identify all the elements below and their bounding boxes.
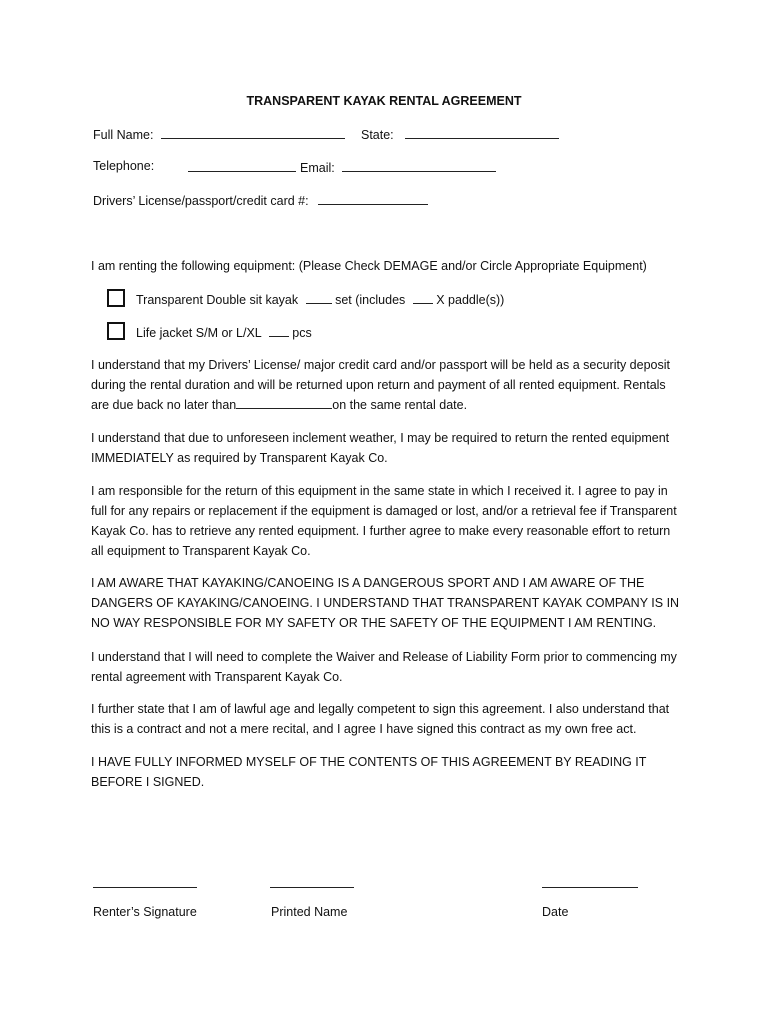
email-row <box>300 159 496 175</box>
renter-signature-line[interactable] <box>93 886 197 888</box>
date-line[interactable] <box>542 886 638 888</box>
id-field[interactable] <box>318 192 428 205</box>
document-title: TRANSPARENT KAYAK RENTAL AGREEMENT <box>246 94 522 108</box>
equipment-intro: I am renting the following equipment: (Please Check DEMAGE and/or Circle Appropriate Equipment) <box>91 259 647 273</box>
waiver-paragraph: I understand that I will need to complete the Waiver and Release of Liability Form prior to commencing my rental agreement with Transparent Kayak Co. <box>91 650 677 684</box>
life-jacket-checkbox[interactable] <box>107 322 125 340</box>
lawful-age-paragraph: I further state that I am of lawful age and legally competent to sign this agreement. I also understand that this is a contract and not a mere recital, and I agree I have signed this contract as my own free act. <box>91 702 670 736</box>
return-time-field[interactable] <box>236 396 332 409</box>
life-jacket-count-field[interactable] <box>269 324 289 337</box>
kayak-checkbox[interactable] <box>107 289 125 307</box>
telephone-label: Telephone: <box>93 159 155 173</box>
state-field[interactable] <box>405 126 559 139</box>
printed-name-line[interactable] <box>270 886 354 888</box>
life-jacket-text-2: pcs <box>292 326 312 340</box>
kayak-text-3: X paddle(s)) <box>436 293 505 307</box>
email-label: Email: <box>300 161 335 175</box>
danger-paragraph: I AM AWARE THAT KAYAKING/CANOEING IS A DANGEROUS SPORT AND I AM AWARE OF THE DANGERS OF KAYAKING/CANOEING. I UNDERSTAND THAT TRANSPARENT KAYAK COMPANY IS IN NO WAY RESPONSIBLE FOR MY SAFETY OR THE SAFETY OF THE EQUIPMENT I AM RENTING. <box>91 576 680 630</box>
kayak-text-1: Transparent Double sit kayak <box>136 293 299 307</box>
state-label: State: <box>361 128 394 142</box>
full-name-field[interactable] <box>161 126 345 139</box>
informed-paragraph: I HAVE FULLY INFORMED MYSELF OF THE CONTENTS OF THIS AGREEMENT BY READING IT BEFORE I SIGNED. <box>91 755 647 789</box>
life-jacket-line <box>136 324 312 340</box>
deposit-paragraph <box>91 355 681 415</box>
email-field[interactable] <box>342 159 496 172</box>
paddle-count-field[interactable] <box>413 291 433 304</box>
printed-name-label: Printed Name <box>271 905 348 919</box>
full-name-row <box>93 126 345 142</box>
kayak-sets-field[interactable] <box>306 291 332 304</box>
state-row <box>361 126 559 142</box>
kayak-text-2: set (includes <box>335 293 406 307</box>
telephone-field[interactable] <box>188 159 296 172</box>
deposit-paragraph-text-end: on the same rental date. <box>332 398 468 412</box>
date-label: Date <box>542 905 569 919</box>
weather-paragraph: I understand that due to unforeseen inclement weather, I may be required to return the rented equipment IMMEDIATELY as required by Transparent Kayak Co. <box>91 431 670 465</box>
kayak-line <box>136 291 504 307</box>
id-row <box>93 192 428 208</box>
life-jacket-text-1: Life jacket S/M or L/XL <box>136 326 262 340</box>
renter-signature-label: Renter’s Signature <box>93 905 197 919</box>
id-label: Drivers’ License/passport/credit card #: <box>93 194 309 208</box>
responsibility-paragraph: I am responsible for the return of this equipment in the same state in which I received it. I agree to pay in full for any repairs or replacement if the equipment is damaged or lost, and/or a retrieval fee if Transparent Kayak Co. has to retrieve any rented equipment. I further agree to make every reasonable effort to return all equipment to Transparent Kayak Co. <box>91 484 677 558</box>
deposit-paragraph-text: I understand that my Drivers’ License/ major credit card and/or passport will be held as a security deposit during the rental duration and will be returned upon return and payment of all rented equipment. Rentals are due back no later than <box>91 358 670 412</box>
full-name-label: Full Name: <box>93 128 154 142</box>
